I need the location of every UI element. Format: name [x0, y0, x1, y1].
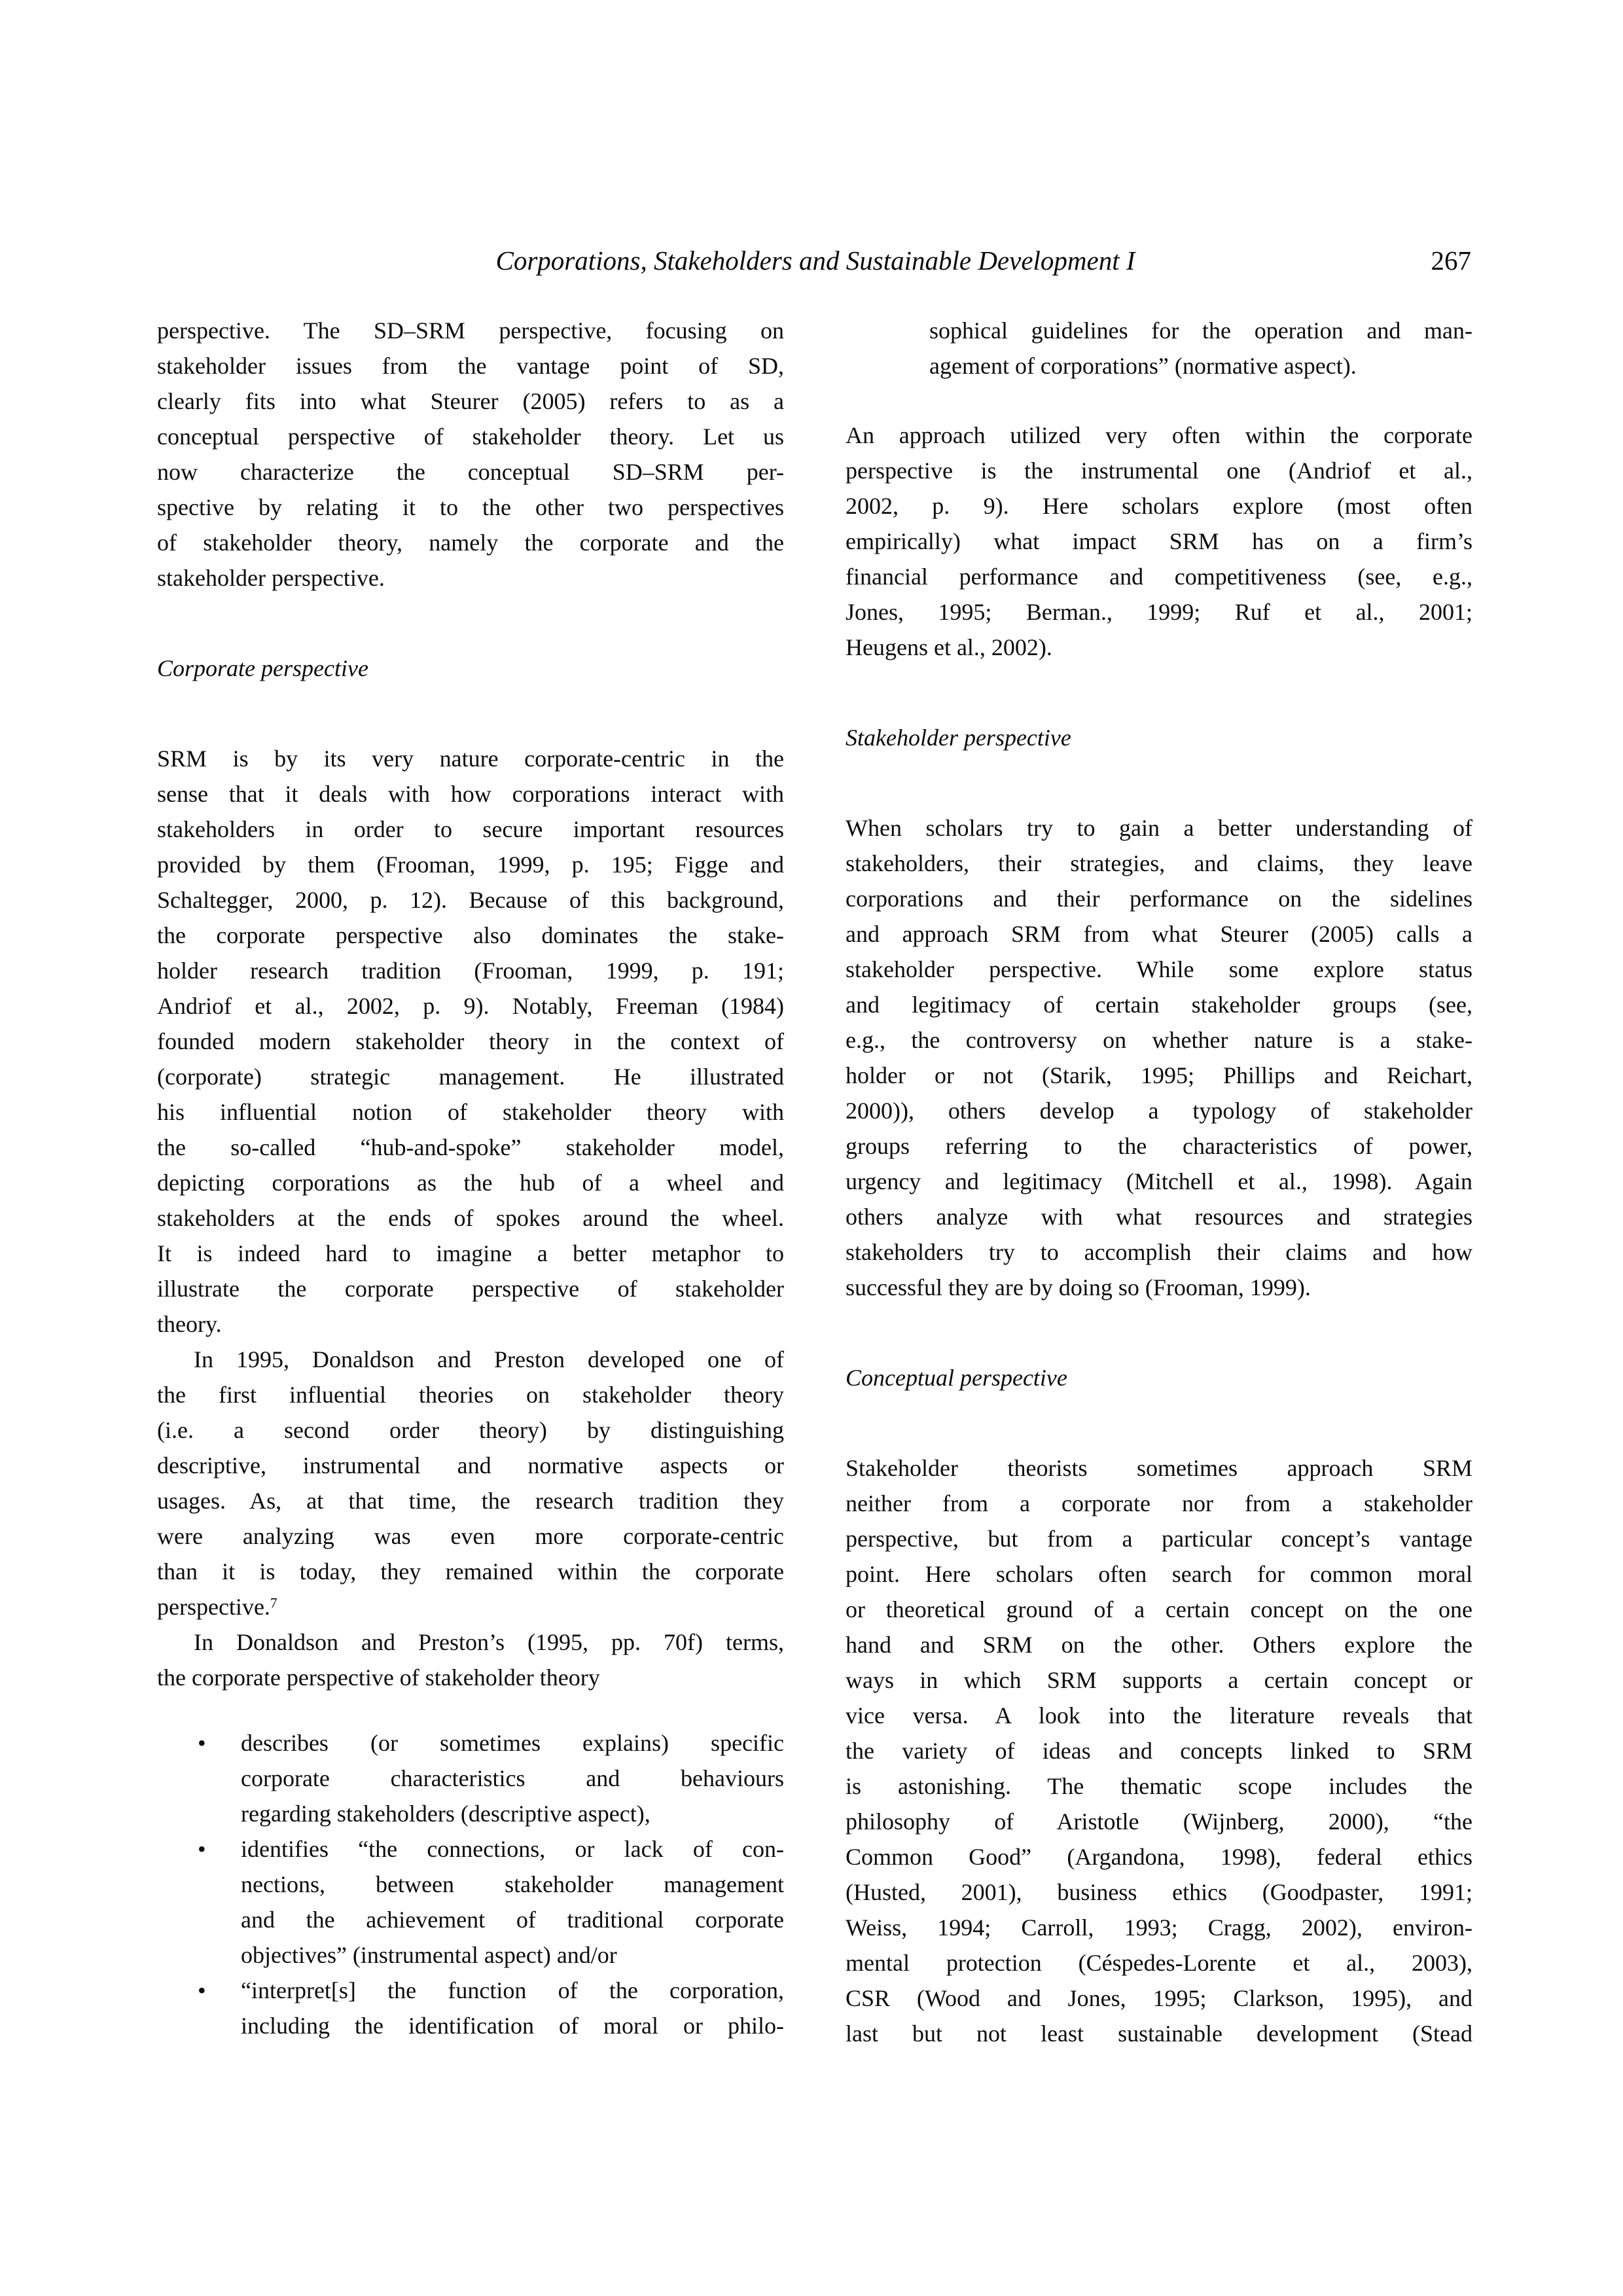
- text-line: An approach utilized very often within the corporate: [846, 422, 1472, 448]
- paragraph: [157, 1624, 784, 1695]
- text-line: urgency and legitimacy (Mitchell et al., 1998). Again: [846, 1168, 1472, 1194]
- text-line: (Husted, 2001), business ethics (Goodpaster, 1991;: [846, 1879, 1472, 1905]
- paragraph: [157, 741, 784, 1342]
- text-line: illustrate the corporate perspective of stakeholder: [157, 1276, 784, 1302]
- text-line: his influential notion of stakeholder theory with: [157, 1099, 784, 1125]
- text-line: corporations and their performance on the sidelines: [846, 886, 1472, 912]
- section-heading: Stakeholder perspective: [846, 725, 1071, 751]
- text-line: describes (or sometimes explains) specific: [241, 1730, 784, 1756]
- text-line: stakeholder perspective. While some explore status: [846, 956, 1472, 982]
- text-line: or theoretical ground of a certain concept on the one: [846, 1596, 1472, 1623]
- text-line: In Donaldson and Preston’s (1995, pp. 70f) terms,: [194, 1629, 784, 1655]
- bullet-item: [157, 1725, 784, 1831]
- bullet-icon: •: [198, 1730, 206, 1756]
- left-column: [157, 313, 784, 2043]
- paragraph: [157, 313, 784, 596]
- text-line: vice versa. A look into the literature reveals that: [846, 1702, 1472, 1729]
- text-line: perspective, but from a particular concept’s vantage: [846, 1526, 1472, 1552]
- text-line: philosophy of Aristotle (Wijnberg, 2000), “the: [846, 1808, 1472, 1835]
- section-heading: Conceptual perspective: [846, 1365, 1067, 1391]
- text-line: perspective. The SD–SRM perspective, focusing on: [157, 317, 784, 344]
- continuation-paragraph: [846, 313, 1472, 384]
- text-line: of stakeholder theory, namely the corporate and the: [157, 529, 784, 556]
- text-line: When scholars try to gain a better understanding of: [846, 815, 1472, 841]
- text-line: In 1995, Donaldson and Preston developed one of: [194, 1346, 784, 1372]
- text-line: successful they are by doing so (Frooman, 1999).: [846, 1274, 1311, 1300]
- running-head: Corporations, Stakeholders and Sustainable Development I: [495, 245, 1135, 276]
- text-line: now characterize the conceptual SD–SRM per-: [157, 459, 784, 485]
- text-line: the corporate perspective of stakeholder theory: [157, 1664, 600, 1691]
- text-line: including the identification of moral or philo-: [241, 2013, 784, 2039]
- text-line: CSR (Wood and Jones, 1995; Clarkson, 1995), and: [846, 1985, 1472, 2011]
- text-line: clearly fits into what Steurer (2005) refers to as a: [157, 388, 784, 414]
- text-line: stakeholder issues from the vantage point of SD,: [157, 353, 784, 379]
- text-line: It is indeed hard to imagine a better metaphor to: [157, 1240, 784, 1266]
- text-line: sophical guidelines for the operation and man-: [929, 317, 1472, 344]
- text-line: financial performance and competitiveness (see, e.g.,: [846, 564, 1472, 590]
- text-line: others analyze with what resources and strategies: [846, 1204, 1472, 1230]
- text-line: e.g., the controversy on whether nature is a stake-: [846, 1027, 1472, 1053]
- text-line: 2002, p. 9). Here scholars explore (most often: [846, 493, 1472, 519]
- text-line: conceptual perspective of stakeholder theory. Let us: [157, 423, 784, 450]
- text-line: Common Good” (Argandona, 1998), federal ethics: [846, 1844, 1472, 1870]
- text-line: sense that it deals with how corporations interact with: [157, 781, 784, 807]
- text-line: the corporate perspective also dominates the stake-: [157, 922, 784, 948]
- text-line: objectives” (instrumental aspect) and/or: [241, 1942, 617, 1968]
- paragraph: [846, 418, 1472, 665]
- text-line: identifies “the connections, or lack of con-: [241, 1836, 784, 1862]
- paragraph: [846, 1450, 1472, 2051]
- text-line: regarding stakeholders (descriptive aspect),: [241, 1801, 651, 1827]
- text-line: were analyzing was even more corporate-centric: [157, 1523, 784, 1549]
- section-heading: Corporate perspective: [157, 655, 368, 681]
- text-line: perspective is the instrumental one (Andriof et al.,: [846, 457, 1472, 484]
- text-line: hand and SRM on the other. Others explore the: [846, 1632, 1472, 1658]
- text-line: groups referring to the characteristics of power,: [846, 1133, 1472, 1159]
- right-column: [846, 313, 1472, 2051]
- text-line: usages. As, at that time, the research tradition they: [157, 1488, 784, 1514]
- paragraph: [157, 1342, 784, 1624]
- text-line: holder research tradition (Frooman, 1999, p. 191;: [157, 958, 784, 984]
- text-line: spective by relating it to the other two perspectives: [157, 494, 784, 520]
- bullet-icon: •: [198, 1977, 206, 2003]
- text-line: depicting corporations as the hub of a wheel and: [157, 1170, 784, 1196]
- text-line: holder or not (Starik, 1995; Phillips and Reichart,: [846, 1062, 1472, 1088]
- text-line: (i.e. a second order theory) by distinguishing: [157, 1417, 784, 1443]
- text-line: theory.: [157, 1311, 222, 1337]
- text-line: stakeholder perspective.: [157, 565, 385, 591]
- text-line: stakeholders try to accomplish their claims and how: [846, 1239, 1472, 1265]
- page-header: [157, 242, 1474, 279]
- footnote-marker: 7: [270, 1595, 277, 1611]
- bullet-list: [157, 1725, 784, 2043]
- text-line: than it is today, they remained within the corporate: [157, 1558, 784, 1585]
- bullet-item: [157, 1831, 784, 1973]
- text-line: last but not least sustainable development (Stead: [846, 2020, 1472, 2047]
- text-line: Andriof et al., 2002, p. 9). Notably, Freeman (1984): [157, 993, 784, 1019]
- text-line: ways in which SRM supports a certain concept or: [846, 1667, 1472, 1693]
- text-line: neither from a corporate nor from a stakeholder: [846, 1490, 1472, 1516]
- bullet-item: [157, 1973, 784, 2043]
- text-line: founded modern stakeholder theory in the context of: [157, 1028, 784, 1054]
- text-line: the first influential theories on stakeholder theory: [157, 1382, 784, 1408]
- text-line: stakeholders, their strategies, and claims, they leave: [846, 850, 1472, 876]
- text-line: and approach SRM from what Steurer (2005) calls a: [846, 921, 1472, 947]
- text-line: perspective.$^7$: [157, 1594, 277, 1620]
- text-line: nections, between stakeholder management: [241, 1871, 784, 1897]
- page-number: 267: [1431, 245, 1471, 276]
- text-line: mental protection (Céspedes-Lorente et al., 2003),: [846, 1950, 1472, 1976]
- text-line: stakeholders in order to secure important resources: [157, 816, 784, 842]
- text-line: and the achievement of traditional corporate: [241, 1907, 784, 1933]
- paragraph: [846, 810, 1472, 1305]
- text-line: Schaltegger, 2000, p. 12). Because of this background,: [157, 887, 784, 913]
- text-line: the variety of ideas and concepts linked to SRM: [846, 1738, 1472, 1764]
- text-line: “interpret[s] the function of the corporation,: [241, 1977, 784, 2003]
- text-line: agement of corporations” (normative aspect).: [929, 353, 1357, 379]
- text-line: 2000)), others develop a typology of stakeholder: [846, 1098, 1472, 1124]
- text-line: empirically) what impact SRM has on a firm’s: [846, 528, 1472, 554]
- text-line: and legitimacy of certain stakeholder groups (see,: [846, 992, 1472, 1018]
- text-line: provided by them (Frooman, 1999, p. 195; Figge and: [157, 852, 784, 878]
- text-line: corporate characteristics and behaviours: [241, 1765, 784, 1791]
- text-line: SRM is by its very nature corporate-centric in the: [157, 745, 784, 772]
- text-line: (corporate) strategic management. He illustrated: [157, 1064, 784, 1090]
- bullet-icon: •: [198, 1836, 206, 1862]
- text-line: point. Here scholars often search for common moral: [846, 1561, 1472, 1587]
- text-line: Jones, 1995; Berman., 1999; Ruf et al., 2001;: [846, 599, 1472, 625]
- text-line: descriptive, instrumental and normative aspects or: [157, 1452, 784, 1479]
- text-line: is astonishing. The thematic scope includes the: [846, 1773, 1472, 1799]
- text-line: Stakeholder theorists sometimes approach SRM: [846, 1455, 1472, 1481]
- text-line: Weiss, 1994; Carroll, 1993; Cragg, 2002), environ-: [846, 1914, 1472, 1941]
- text-line: the so-called “hub-and-spoke” stakeholder model,: [157, 1134, 784, 1160]
- text-line: stakeholders at the ends of spokes around the wheel.: [157, 1205, 784, 1231]
- text-line: Heugens et al., 2002).: [846, 634, 1052, 660]
